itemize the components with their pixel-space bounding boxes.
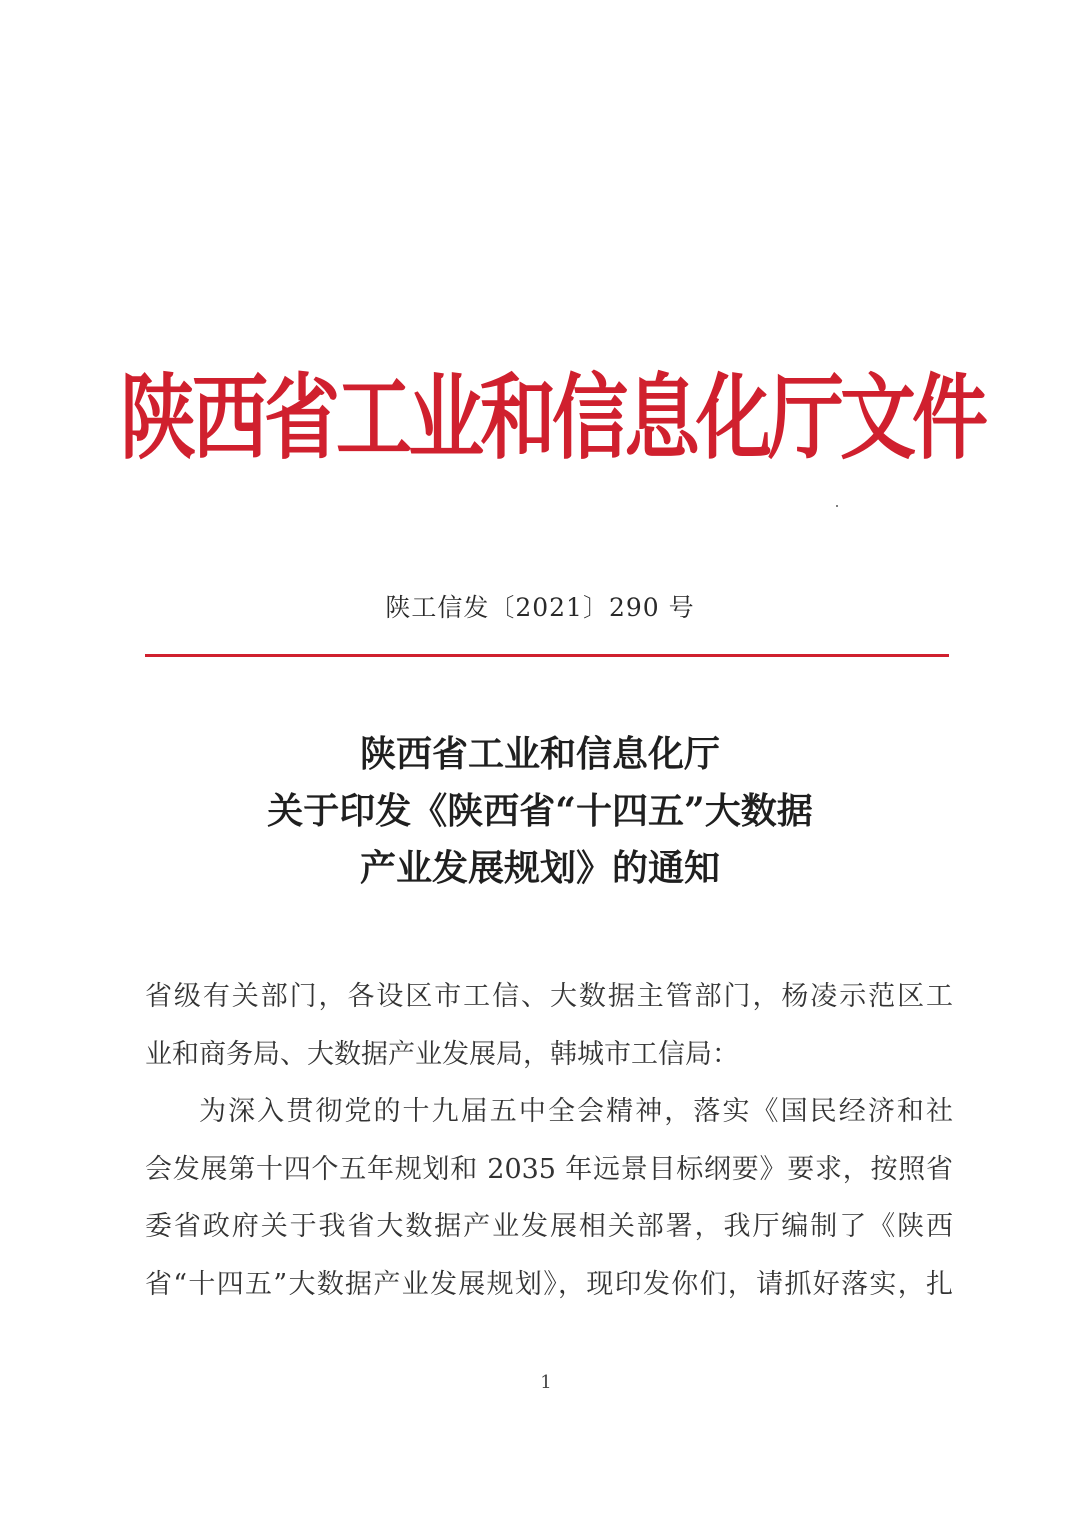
recipients-line-1: 省级有关部门，各设区市工信、大数据主管部门，杨凌示范区工: [145, 981, 953, 1012]
paragraph-line-1: 为深入贯彻党的十九届五中全会精神，落实《国民经济和社: [199, 1096, 953, 1127]
notice-title: [120, 726, 960, 897]
paragraph-line-2: 会发展第十四个五年规划和 2035 年远景目标纲要》要求，按照省: [145, 1153, 953, 1185]
red-divider-rule: [145, 654, 949, 657]
paragraph-line-4: 省“十四五”大数据产业发展规划》，现印发你们，请抓好落实，扎: [145, 1268, 953, 1300]
notice-title-line-1: 陕西省工业和信息化厅: [359, 733, 720, 775]
page-number: 1: [540, 1372, 552, 1393]
agency-file-header: 陕西省工业和信息化厅文件: [120, 363, 984, 473]
document-number: 陕工信发〔2021〕290 号: [385, 593, 695, 622]
notice-body: [145, 968, 953, 1313]
notice-title-line-3: 产业发展规划》的通知: [359, 847, 720, 889]
notice-title-line-2: 关于印发《陕西省“十四五”大数据: [267, 790, 813, 832]
paragraph-line-3: 委省政府关于我省大数据产业发展相关部署，我厅编制了《陕西: [145, 1211, 953, 1242]
recipients-line-2: 业和商务局、大数据产业发展局，韩城市工信局：: [145, 1038, 739, 1070]
scan-speck: [836, 505, 838, 507]
